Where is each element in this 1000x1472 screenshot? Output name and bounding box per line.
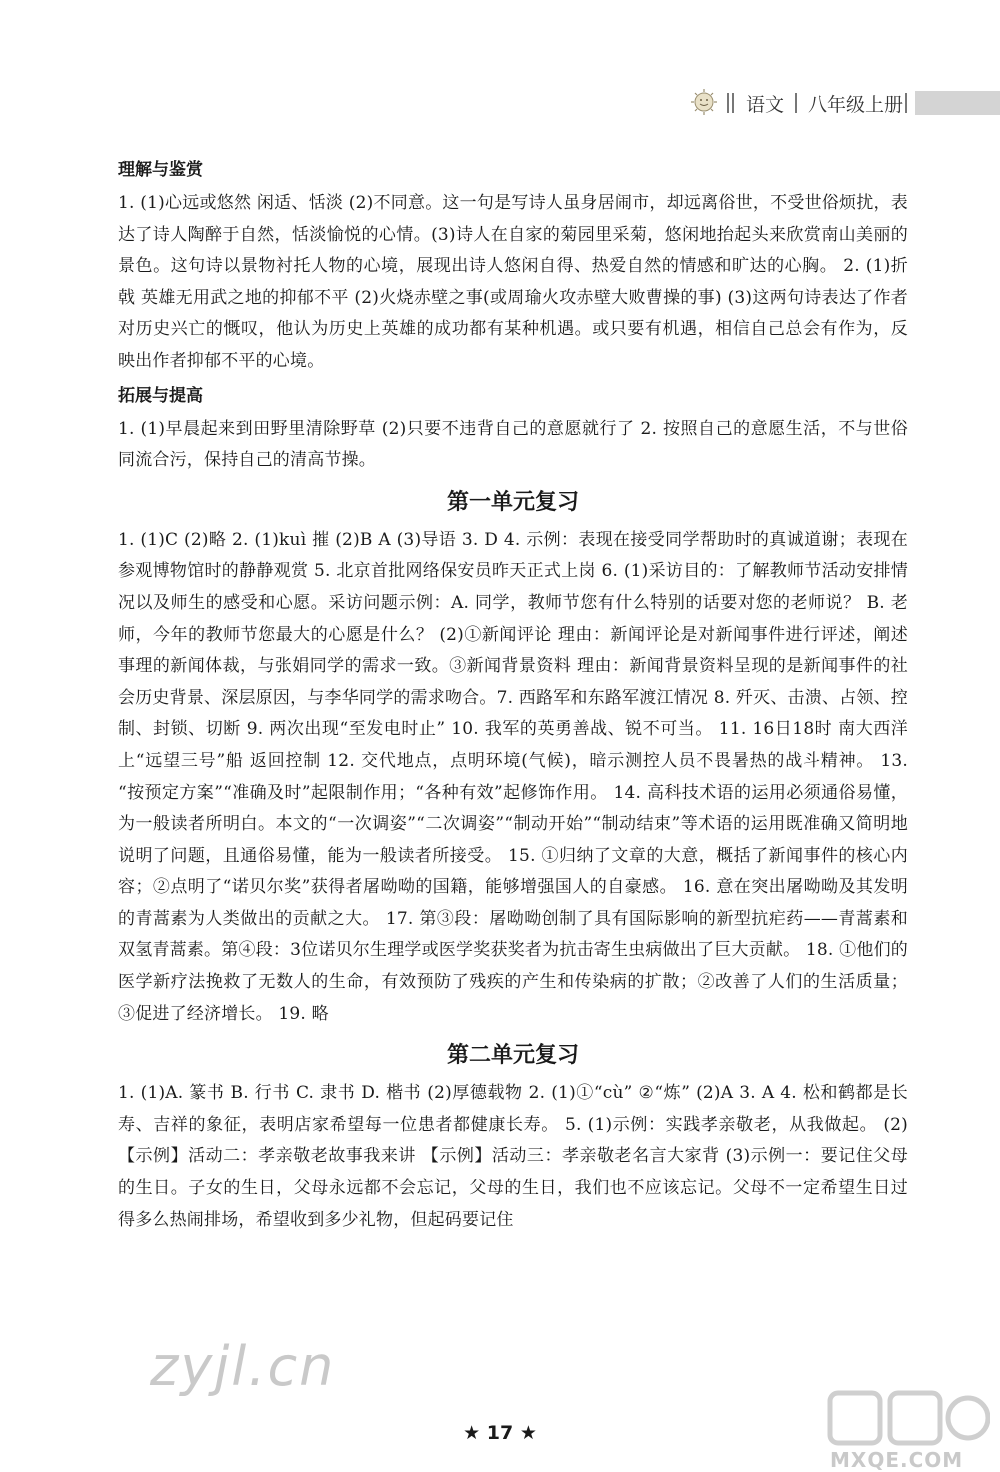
grade-label: 八年级上册	[808, 94, 904, 116]
section-heading: 拓展与提高	[118, 385, 203, 406]
watermark-left: zyjl.cn	[150, 1335, 336, 1398]
unit-title: 第一单元复习	[446, 488, 579, 515]
subject-label: 语文	[746, 94, 785, 116]
answer-paragraph: 1. (1)A. 篆书 B. 行书 C. 隶书 D. 楷书 (2)厚德载物 2. (1)①“cù” ②“炼” (2)A 3. A 4. 松和鹤都是长寿、吉祥的象征，表明店家希望每一位患者都健康长寿。 5. (1)示例：实践孝亲敬老，从我做起。 (2)【示例】活动二：孝亲敬老故事我来讲 【示例】活动三：孝亲敬老名言大家背 (3)示例一：要记住父母的生日。子女的生日，父母永远都不会忘记，父母的生日，我们也不应该忘记。父母不一定希望生日过得多么热闹排场，希望收到多少礼物，但起码要记住	[118, 1083, 908, 1230]
page-header	[0, 88, 1000, 120]
header-divider	[905, 93, 907, 113]
answer-paragraph: 1. (1)C (2)略 2. (1)kuì 摧 (2)B A (3)导语 3. D 4. 示例：表现在接受同学帮助时的真诚道谢；表现在参观博物馆时的静静观赏 5. 北京首批网络保安员昨天正式上岗 6. (1)采访目的：了解教师节活动安排情况以及师生的感受和心愿。采访问题示例：A. 同学，教师节您有什么特别的话要对您的老师说？ B. 老师，今年的教师节您最大的心愿是什么？ (2)①新闻评论 理由：新闻评论是对新闻事件进行评述，阐述事理的新闻体裁，与张娟同学的需求一致。③新闻背景资料 理由：新闻背景资料呈现的是新闻事件的社会历史背景、深层原因，与李华同学的需求吻合。7. 西路军和东路军渡江情况 8. 歼灭、击溃、占领、控制、封锁、切断 9. 两次出现“至发电时止” 10. 我军的英勇善战、锐不可当。 11. 16日18时 南大西洋上“远望三号”船 返回控制 12. 交代地点，点明环境(气候)，暗示测控人员不畏暑热的战斗精神。 13. “按预定方案”“准确及时”起限制作用；“各种有效”起修饰作用。 14. 高科技术语的运用必须通俗易懂，为一般读者所明白。本文的“一次调姿”“二次调姿”“制动开始”“制动结束”等术语的运用既准确又简明地说明了问题，且通俗易懂，能为一般读者所接受。 15. ①归纳了文章的大意，概括了新闻事件的核心内容；②点明了“诺贝尔奖”获得者屠呦呦的国籍，能够增强国人的自豪感。 16. 意在突出屠呦呦及其发明的青蒿素为人类做出的贡献之大。 17. 第③段：屠呦呦创制了具有国际影响的新型抗疟药——青蒿素和双氢青蒿素。第④段：3位诺贝尔生理学或医学奖获奖者为抗击寄生虫病做出了巨大贡献。 18. ①他们的医学新疗法挽救了无数人的生命，有效预防了残疾的产生和传染病的扩散；②改善了人们的生活质量；③促进了经济增长。 19. 略	[118, 529, 908, 1024]
answer-paragraph: 1. (1)心远或悠然 闲适、恬淡 (2)不同意。这一句是写诗人虽身居闹市，却远离俗世，不受世俗烦扰，表达了诗人陶醉于自然，恬淡愉悦的心情。(3)诗人在自家的菊园里采菊，悠闲地抬起头来欣赏南山美丽的景色。这句诗以景物衬托人物的心境，展现出诗人悠闲自得、热爱自然的情感和旷达的心胸。 2. (1)折戟 英雄无用武之地的抑郁不平 (2)火烧赤壁之事(或周瑜火攻赤壁大败曹操的事) (3)这两句诗表达了作者对历史兴亡的慨叹，他认为历史上英雄的成功都有某种机遇。或只要有机遇，相信自己总会有作为，反映出作者抑郁不平的心境。	[118, 193, 908, 371]
header-divider	[795, 93, 797, 113]
watermark-right: MXQE.COM	[830, 1448, 964, 1472]
unit-title: 第二单元复习	[446, 1042, 579, 1069]
header-divider	[727, 93, 729, 113]
sun-logo-icon	[690, 88, 718, 116]
answer-paragraph: 1. (1)早晨起来到田野里清除野草 (2)只要不违背自己的意愿就行了 2. 按照自己的意愿生活，不与世俗同流合污，保持自己的清高节操。	[118, 418, 908, 471]
section-heading: 理解与鉴赏	[118, 160, 203, 180]
header-band	[915, 91, 1000, 115]
page-number: ★ 17 ★	[463, 1422, 537, 1444]
header-divider	[732, 93, 734, 113]
answer-content	[118, 152, 908, 1236]
